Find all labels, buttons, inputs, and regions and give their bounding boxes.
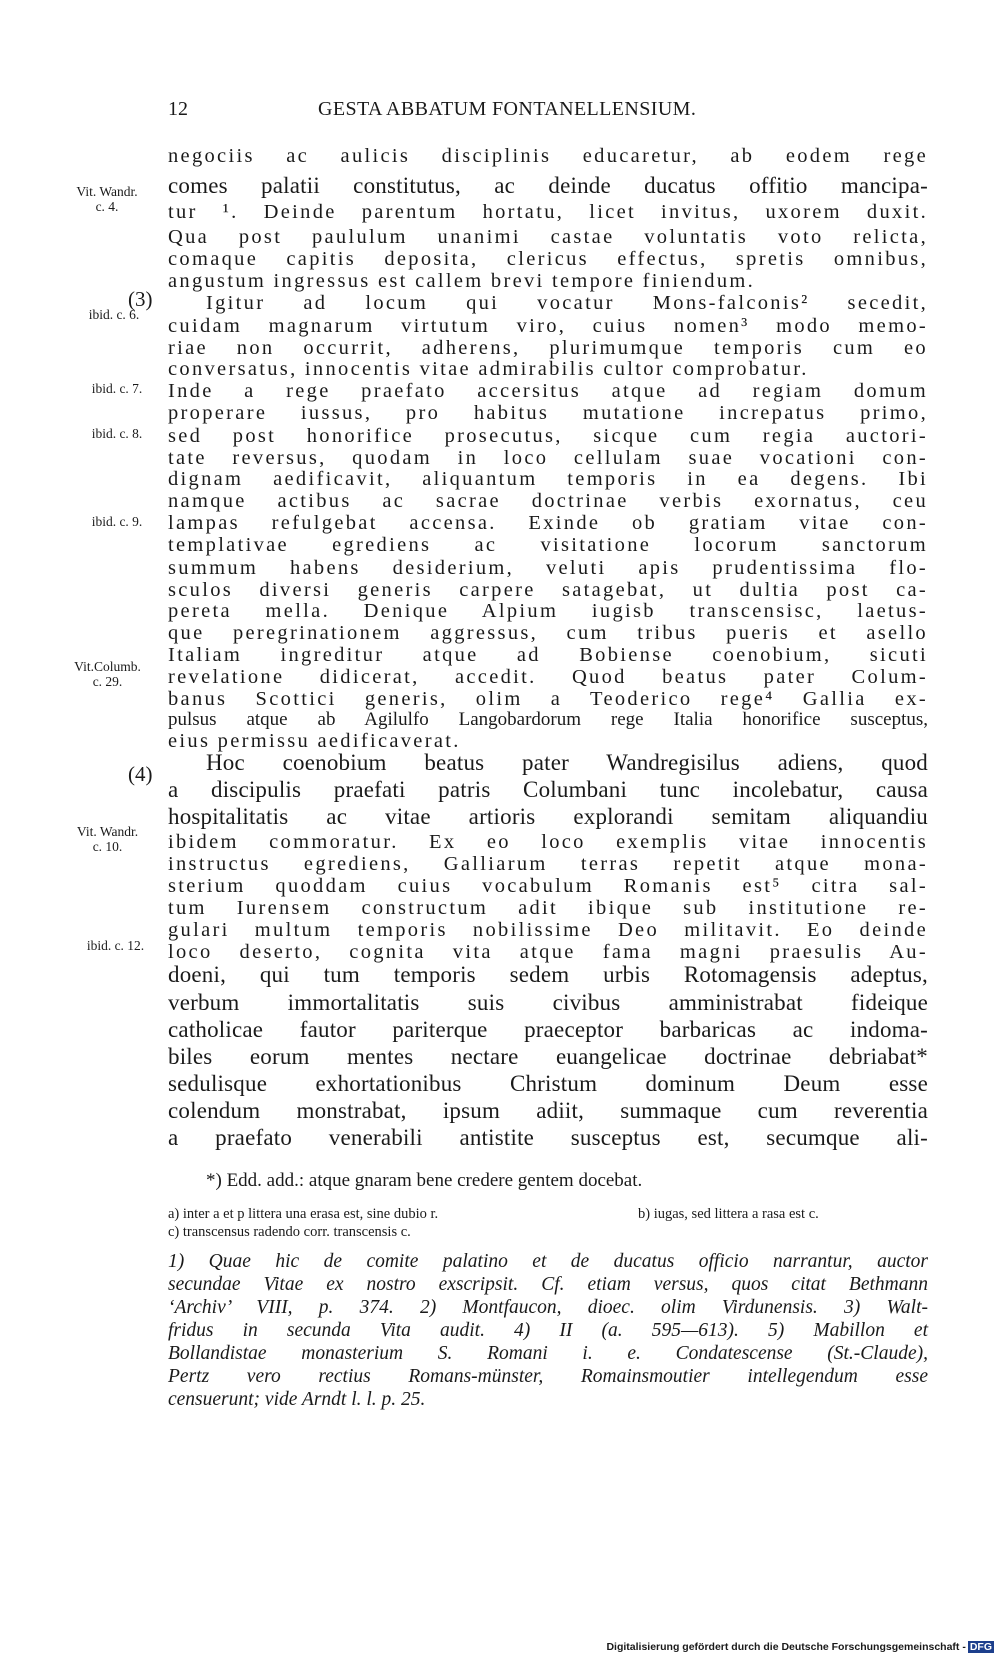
text-line: gulari multum temporis nobilissime Deo militavit. Eo deinde	[168, 919, 928, 941]
margin-note: Vit. Wandr. c. 4.	[76, 184, 138, 214]
text-line: conversatus, innocentis vitae admirabilis cultor comprobatur.	[168, 358, 809, 380]
footnote-line: Bollandistae monasterium S. Romani i. e. Condatescense (St.-Claude),	[168, 1343, 928, 1364]
margin-note: Vit.Columb. c. 29.	[74, 659, 141, 689]
text-line: banus Scottici generis, olim a Teoderico rege⁴ Gallia ex-	[168, 688, 928, 710]
text-line: pereta mella. Denique Alpium iugisb transcensisc, laetus-	[168, 600, 928, 622]
editorial-footnote: *) Edd. add.: atque gnaram bene credere gentem docebat.	[206, 1170, 643, 1191]
margin-note: Vit. Wandr. c. 10.	[76, 824, 139, 854]
text-line: que peregrinationem aggressus, cum tribus pueris et asello	[168, 622, 928, 644]
margin-note: ibid. c. 6.	[88, 307, 140, 322]
margin-note: ibid. c. 9.	[91, 514, 143, 529]
text-line: sedulisque exhortationibus Christum dominum Deum esse	[168, 1071, 928, 1096]
footnote-line: fridus in secunda Vita audit. 4) II (a. 595—613). 5) Mabillon et	[168, 1320, 928, 1341]
text-line: tum Iurensem constructum adit ibique sub institutione re-	[168, 897, 928, 919]
text-line: sed post honorifice prosecutus, sicque cum regia auctori-	[168, 425, 928, 447]
footnote-line: Pertz vero rectius Romans-münster, Romainsmoutier intellegendum esse	[168, 1366, 928, 1387]
text-line: a discipulis praefati patris Columbani tunc incolebatur, causa	[168, 777, 928, 802]
page-header	[168, 98, 928, 128]
dfg-logo: DFG	[969, 1641, 992, 1653]
footnote-line: censuerunt; vide Arndt l. l. p. 25.	[168, 1389, 426, 1410]
text-line: instructus egrediens, Galliarum terras repetit atque mona-	[168, 853, 928, 875]
text-line: comaque capitis deposita, clericus effectus, spretis omnibus,	[168, 248, 928, 270]
text-line: revelatione didicerat, accedit. Quod beatus pater Colum-	[168, 666, 928, 688]
critical-note: b) iugas, sed littera a rasa est c.	[638, 1206, 819, 1222]
digitization-notice	[606, 1641, 994, 1653]
text-line: templativae egrediens ac visitatione locorum sanctorum	[168, 534, 928, 556]
text-line: Inde a rege praefato accersitus atque ad regiam domum	[168, 380, 928, 402]
section-number: (3)	[128, 287, 153, 311]
text-line: a praefato venerabili antistite susceptus est, secumque ali-	[168, 1125, 928, 1150]
text-line: riae non occurrit, adherens, plurimumque temporis cum eo	[168, 337, 928, 359]
footnote-line: secundae Vitae ex nostro exscripsit. Cf. etiam versus, quos citat Bethmann	[168, 1274, 928, 1295]
page-number: 12	[168, 98, 188, 120]
text-line: verbum immortalitatis suis civibus amministrabat fideique	[168, 990, 928, 1015]
text-line: ibidem commoratur. Ex eo loco exemplis vitae innocentis	[168, 831, 928, 853]
text-line: Italiam ingreditur atque ad Bobiense coenobium, sicuti	[168, 644, 928, 666]
critical-apparatus	[168, 1206, 928, 1224]
text-line: catholicae fautor pariterque praeceptor barbaricas ac indoma-	[168, 1017, 928, 1042]
critical-note: c) transcensus radendo corr. transcensis c.	[168, 1224, 411, 1240]
text-line: angustum ingressus est callem brevi tempore finiendum.	[168, 270, 756, 292]
text-line: sculos diversi generis carpere satagebat, ut dultia post ca-	[168, 579, 928, 601]
text-line: hospitalitatis ac vitae artioris explorandi semitam aliquandiu	[168, 804, 928, 829]
text-line: tate reversus, quodam in loco cellulam suae vocationi con-	[168, 447, 928, 469]
digitization-text: Digitalisierung gefördert durch die Deutsche Forschungsgemeinschaft -	[606, 1641, 966, 1653]
critical-note: a) inter a et p littera una erasa est, sine dubio r.	[168, 1206, 439, 1222]
footnote-line: 1) Quae hic de comite palatino et de ducatus officio narrantur, auctor	[168, 1251, 928, 1272]
text-line: biles eorum mentes nectare euangelicae doctrinae debriabat*	[168, 1044, 928, 1069]
text-line: loco deserto, cognita vita atque fama magni praesulis Au-	[168, 941, 928, 963]
text-line: dignam aedificavit, aliquantum temporis in ea degens. Ibi	[168, 468, 928, 490]
text-line: negociis ac aulicis disciplinis educaretur, ab eodem rege	[168, 145, 928, 167]
text-line: sterium quoddam cuius vocabulum Romanis est⁵ citra sal-	[168, 875, 928, 897]
text-line: pulsus atque ab Agilulfo Langobardorum rege Italia honorifice susceptus,	[168, 709, 928, 730]
margin-note: ibid. c. 12.	[86, 938, 145, 953]
text-line: cuidam magnarum virtutum viro, cuius nomen³ modo memo-	[168, 315, 928, 337]
text-line: properare iussus, pro habitus mutatione increpatus primo,	[168, 402, 928, 424]
text-line: lampas refulgebat accensa. Exinde ob gratiam vitae con-	[168, 512, 928, 534]
text-line: comes palatii constitutus, ac deinde ducatus offitio mancipa-	[168, 173, 928, 198]
text-line: Hoc coenobium beatus pater Wandregisilus adiens, quod	[206, 750, 928, 775]
text-line: summum habens desiderium, veluti apis prudentissima flo-	[168, 557, 928, 579]
section-number: (4)	[128, 762, 153, 786]
text-line: Igitur ad locum qui vocatur Mons-falconis² secedit,	[206, 292, 928, 314]
running-title: GESTA ABBATUM FONTANELLENSIUM.	[318, 98, 697, 120]
text-line: colendum monstrabat, ipsum adiit, summaque cum reverentia	[168, 1098, 928, 1123]
text-line: doeni, qui tum temporis sedem urbis Rotomagensis adeptus,	[168, 962, 928, 987]
text-line: eius permissu aedificaverat.	[168, 730, 461, 752]
text-line: Qua post paululum unanimi castae voluntatis voto relicta,	[168, 226, 928, 248]
text-line: namque actibus ac sacrae doctrinae verbis exornatus, ceu	[168, 490, 928, 512]
margin-note: ibid. c. 7.	[91, 381, 143, 396]
margin-note: ibid. c. 8.	[91, 426, 143, 441]
footnote-line: ‘Archiv’ VIII, p. 374. 2) Montfaucon, dioec. olim Virdunensis. 3) Walt-	[168, 1297, 928, 1318]
text-line: tur ¹. Deinde parentum hortatu, licet invitus, uxorem duxit.	[168, 201, 928, 223]
